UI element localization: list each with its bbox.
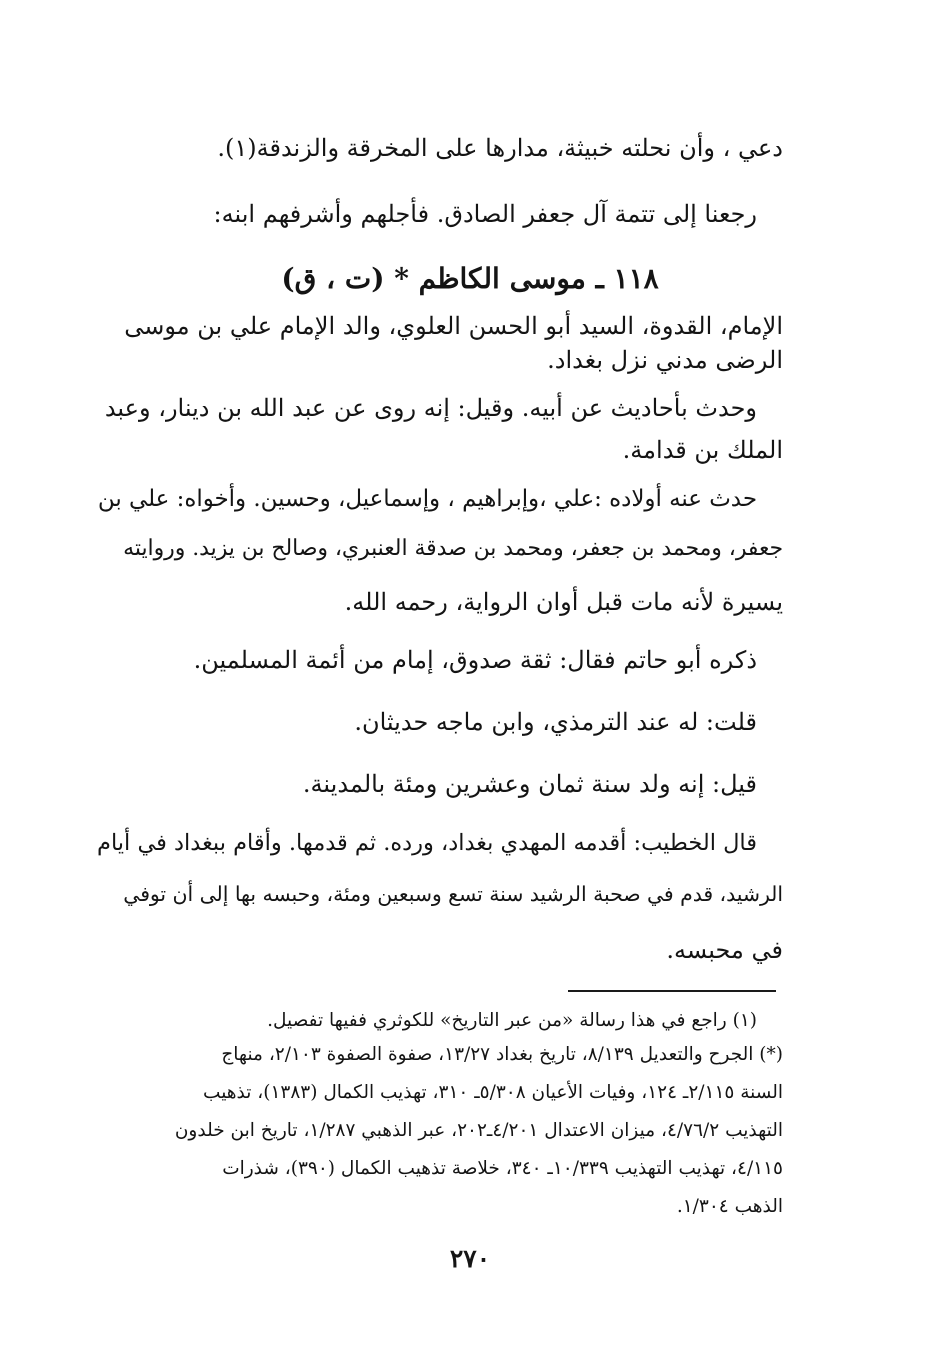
- footnote-separator: [568, 990, 776, 992]
- section-heading: ١١٨ ـ موسى الكاظم * (ت ، ق): [281, 262, 659, 295]
- footnote-line-4: التهذيب ٤/٧٦/٢، ميزان الاعتدال ٤/٢٠١ـ٢٠٢، عبر الذهبي ١/٢٨٧، تاريخ ابن خلدون: [174, 1120, 783, 1141]
- footnote-line-2: (*) الجرح والتعديل ٨/١٣٩، تاريخ بغداد ١٣/٢٧، صفوة الصفوة ٢/١٠٣، منهاج: [221, 1044, 783, 1065]
- text-line-4: الرضى مدني نزل بغداد.: [547, 346, 783, 374]
- text-line-2: رجعنا إلى تتمة آل جعفر الصادق. فأجلهم وأشرفهم ابنه:: [213, 200, 757, 228]
- footnote-line-6: الذهب ١/٣٠٤.: [676, 1196, 783, 1217]
- text-line-9: يسيرة لأنه مات قبل أوان الرواية، رحمه الله.: [344, 588, 783, 616]
- footnote-line-1: (١) راجع في هذا رسالة «من عبر التاريخ» للكوثري ففيها تفصيل.: [267, 1010, 757, 1031]
- text-line-8: جعفر، ومحمد بن جعفر، ومحمد بن صدقة العنبري، وصالح بن يزيد. وروايته: [123, 536, 783, 561]
- text-line-12: قيل: إنه ولد سنة ثمان وعشرين ومئة بالمدينة.: [302, 770, 757, 798]
- text-line-5: وحدث بأحاديث عن أبيه. وقيل: إنه روى عن عبد الله بن دينار، وعبد: [104, 394, 757, 422]
- text-line-13: قال الخطيب: أقدمه المهدي بغداد، ورده. ثم قدمها. وأقام ببغداد في أيام: [97, 830, 757, 856]
- text-line-6: الملك بن قدامة.: [622, 436, 783, 464]
- text-line-15: في محبسه.: [666, 936, 783, 964]
- text-line-14: الرشيد، قدم في صحبة الرشيد سنة تسع وسبعين ومئة، وحبسه بها إلى أن توفي: [123, 882, 783, 906]
- footnote-line-3: السنة ٢/١١٥ـ ١٢٤، وفيات الأعيان ٥/٣٠٨ـ ٣١٠، تهذيب الكمال (١٣٨٣)، تذهيب: [203, 1082, 783, 1103]
- page-number: ٢٧٠: [449, 1244, 491, 1273]
- text-line-10: ذكره أبو حاتم فقال: ثقة صدوق، إمام من أئمة المسلمين.: [193, 646, 757, 674]
- text-line-3: الإمام، القدوة، السيد أبو الحسن العلوي، والد الإمام علي بن موسى: [124, 312, 783, 340]
- text-line-11: قلت: له عند الترمذي، وابن ماجه حديثان.: [354, 708, 757, 736]
- text-line-7: حدث عنه أولاده :علي ،وإبراهيم ، وإسماعيل، وحسين. وأخواه: علي بن: [97, 486, 757, 512]
- footnote-line-5: ٤/١١٥، تهذيب التهذيب ١٠/٣٣٩ـ ٣٤٠، خلاصة تذهيب الكمال (٣٩٠)، شذرات: [222, 1158, 783, 1179]
- text-line-1: دعي ، وأن نحلته خبيثة، مدارها على المخرقة والزندقة(١).: [217, 134, 783, 162]
